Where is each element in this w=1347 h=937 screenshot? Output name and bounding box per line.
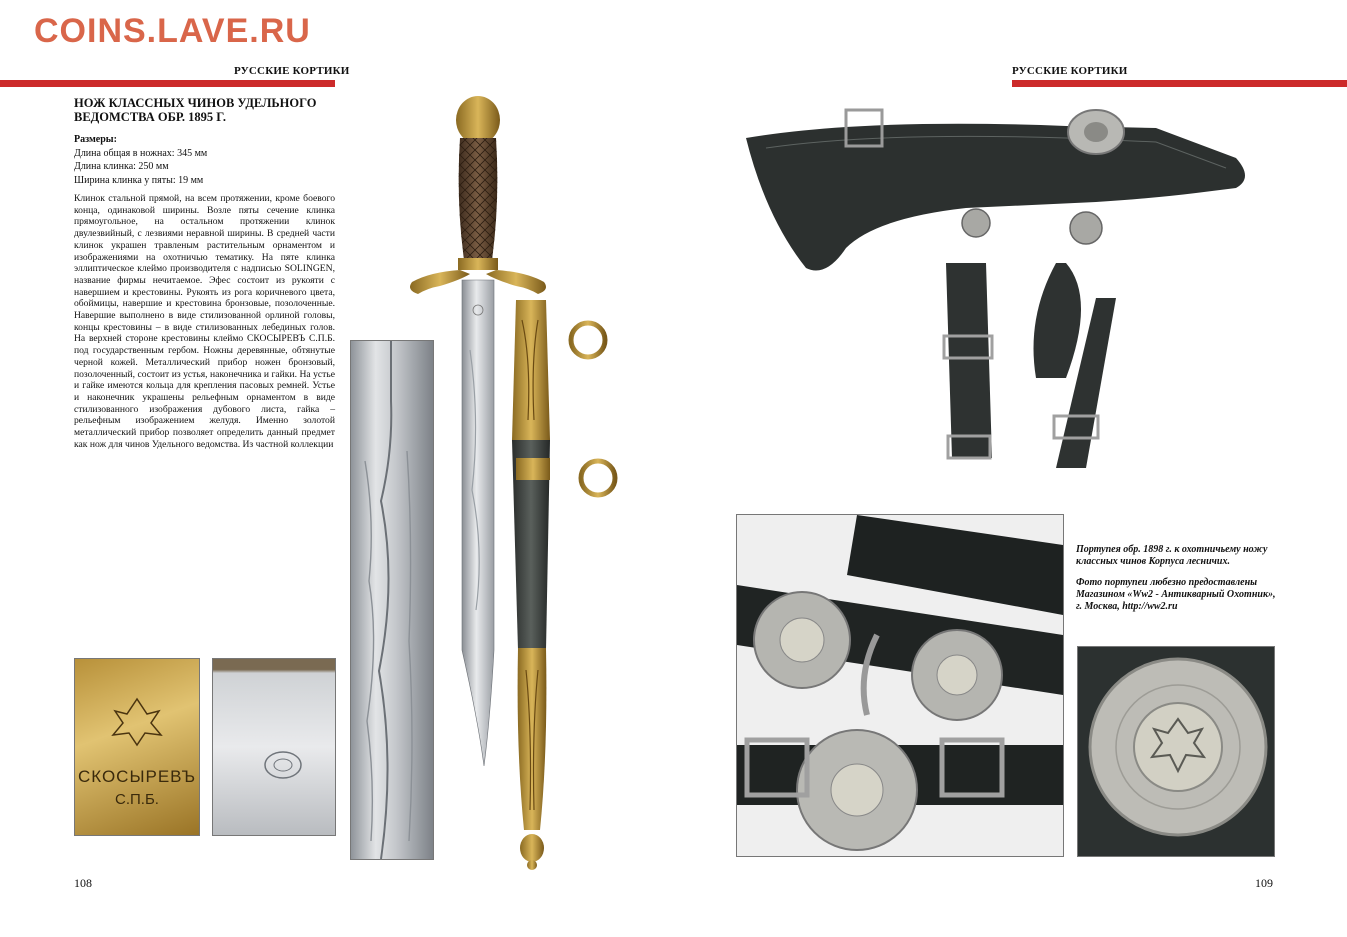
description-text: Клинок стальной прямой, на всем протяжении, кроме боевого конца, одинаковой ширины. Возле пяты сечение клинка прямоугольное, на остальном протяжении клинок двулезвийный, с лезвиями неравной ширины. В средней части клинок украшен травленым растительным орнаментом и изображениями на охотничью тематику. На пяте клинка эллиптическое клеймо производителя с надписью SOLINGEN, название фирмы нечитаемое. Эфес состоит из рукояти с навершием и крестовины. Рукоять из рога коричневого цвета, обоймицы, навершие и крестовина бронзовые, позолоченные. Навершие выполнено в виде стилизованной орлиной головы, концы крестовины – в виде стилизованных лебединых голов. На верхней стороне крестовины клеймо СКОСЫРЕВЪ С.П.Б. под государственным гербом. Ножны деревянные, обтянутые черной кожей. Металлический прибор ножен бронзовый, позолоченный, состоит из устья, наконечника и гайки. На устье и гайке имеются кольца для крепления пасовых ремней. Устье и наконечник украшены рельефным орнаментом в виде стилизованного изображения дубового листа, гайка – рельефным изображением желудя. Именно золотой металлический прибор позволяет определить данный предмет как нож для чинов Удельного ведомства. Из частной коллекции (74, 193, 335, 450)
size-blade-length: Длина клинка: 250 мм (74, 161, 169, 172)
article-title: НОЖ КЛАССНЫХ ЧИНОВ УДЕЛЬНОГО ВЕДОМСТВА ОБР. 1895 Г. (74, 96, 317, 124)
size-blade-width: Ширина клинка у пяты: 19 мм (74, 174, 204, 186)
belt-caption (1076, 544, 1276, 622)
caption-credit: Фото портупеи любезно предоставлены Магазином «Ww2 - Антикварный Охотник», г. Москва, http://ww2.ru (1076, 577, 1276, 612)
size-total-length: Длина общая в ножнах: 345 мм (74, 147, 208, 159)
stamp-text-city: С.П.Б. (115, 791, 159, 808)
sizes-header: Размеры: (74, 134, 117, 145)
blade-closeup-photo (350, 340, 434, 860)
stamp-closeup-photo (74, 658, 200, 836)
watermark: COINS.LAVE.RU (34, 12, 311, 50)
belt-illustration (736, 98, 1268, 498)
left-page-number: 108 (74, 876, 92, 890)
right-section-title: РУССКИЕ КОРТИКИ (1012, 65, 1128, 77)
left-section-title: РУССКИЕ КОРТИКИ (234, 65, 350, 77)
right-page-number: 109 (1255, 876, 1273, 890)
sizes-block (74, 133, 344, 187)
left-red-bar (0, 80, 335, 87)
right-red-bar (1012, 80, 1347, 87)
stamp-text-maker: СКОСЫРЕВЪ (77, 767, 197, 786)
caption-description: Портупея обр. 1898 г. к охотничьему ножу классных чинов Корпуса лесничих. (1076, 544, 1268, 567)
solingen-mark-photo (212, 658, 336, 836)
emblem-closeup-photo (1077, 646, 1275, 857)
buckle-closeup-photo (736, 514, 1064, 857)
